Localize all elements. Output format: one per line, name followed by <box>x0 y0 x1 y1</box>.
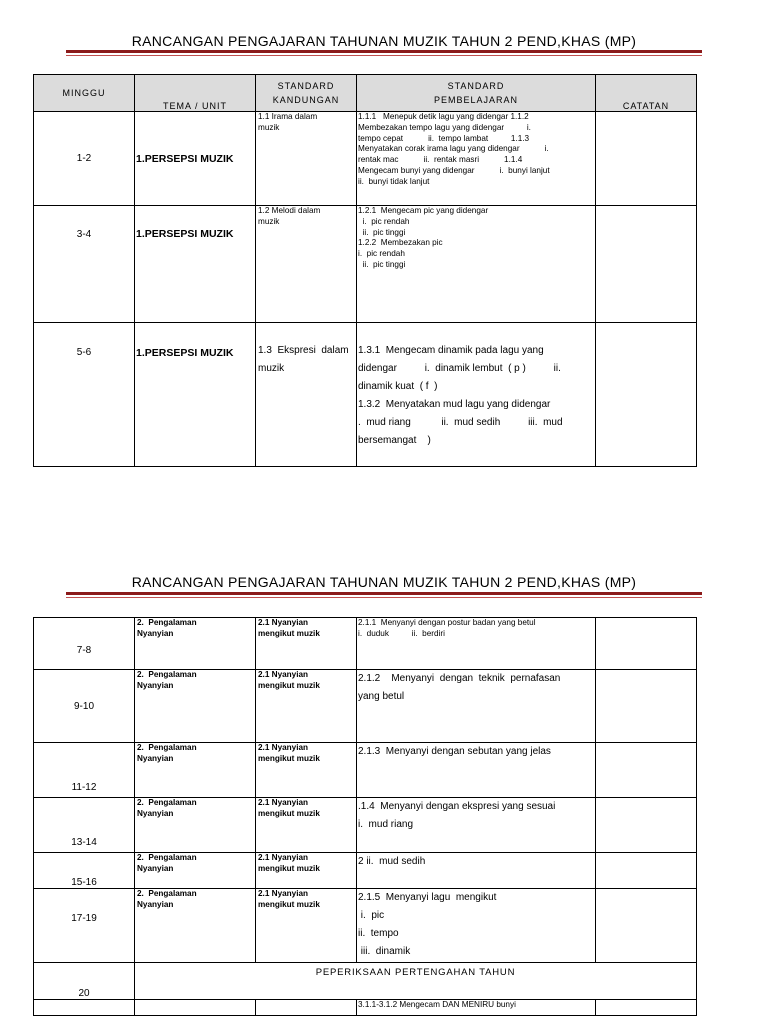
title-rule <box>66 50 702 53</box>
standard-pembelajaran-cell: 1.3.1 Mengecam dinamik pada lagu yang didengar i. dinamik lembut ( p ) ii. dinamik kuat ( f ) 1.3.2 Menyatakan mud lagu yang didengar . mud riang ii. mud sedih iii. mud bersemangat ) <box>357 323 596 467</box>
minggu-cell: 1-2 <box>34 112 135 206</box>
standard-pembelajaran-cell: 2.1.3 Menyanyi dengan sebutan yang jelas <box>357 743 596 798</box>
exam-row <box>34 963 697 1000</box>
tema-cell: 1.PERSEPSI MUZIK <box>135 206 256 323</box>
minggu-cell: 7-8 <box>34 618 135 670</box>
minggu-cell: 17-19 <box>34 889 135 963</box>
minggu-cell: 15-16 <box>34 853 135 889</box>
table-row <box>34 743 697 798</box>
catatan-cell <box>596 206 697 323</box>
title-rule-thin <box>66 597 702 598</box>
catatan-cell <box>596 743 697 798</box>
catatan-cell <box>596 670 697 743</box>
header-standard-kandungan: STANDARD KANDUNGAN <box>256 75 357 112</box>
minggu-cell <box>34 1000 135 1016</box>
standard-kandungan-cell <box>256 1000 357 1016</box>
table-row <box>34 1000 697 1016</box>
standard-pembelajaran-cell: 1.1.1 Menepuk detik lagu yang didengar 1.1.2 Membezakan tempo lagu yang didengar i. tempo cepat ii. tempo lambat 1.1.3 Menyatakan corak irama lagu yang didengar i. rentak mac ii. rentak masri 1.1.4 Mengecam bunyi yang didengar i. bunyi lanjut ii. bunyi tidak lanjut <box>357 112 596 206</box>
table-row <box>34 206 697 323</box>
catatan-cell <box>596 853 697 889</box>
minggu-cell: 9-10 <box>34 670 135 743</box>
standard-pembelajaran-cell: .1.4 Menyanyi dengan ekspresi yang sesuai i. mud riang <box>357 798 596 853</box>
tema-cell: 2. Pengalaman Nyanyian <box>135 889 256 963</box>
table-row <box>34 798 697 853</box>
rpt-table-1 <box>33 74 697 467</box>
minggu-cell: 20 <box>34 963 135 1000</box>
standard-kandungan-cell: 2.1 Nyanyian mengikut muzik <box>256 889 357 963</box>
page-title: RANCANGAN PENGAJARAN TAHUNAN MUZIK TAHUN 2 PEND,KHAS (MP) <box>131 33 637 49</box>
table-row <box>34 323 697 467</box>
tema-cell: 2. Pengalaman Nyanyian <box>135 670 256 743</box>
minggu-cell: 13-14 <box>34 798 135 853</box>
catatan-cell <box>596 889 697 963</box>
standard-pembelajaran-cell: 1.2.1 Mengecam pic yang didengar i. pic rendah ii. pic tinggi 1.2.2 Membezakan pic i. pic rendah ii. pic tinggi <box>357 206 596 323</box>
table-row <box>34 889 697 963</box>
standard-pembelajaran-cell: 3.1.1-3.1.2 Mengecam DAN MENIRU bunyi <box>357 1000 596 1016</box>
tema-cell: 2. Pengalaman Nyanyian <box>135 798 256 853</box>
table-row <box>34 112 697 206</box>
header-tema: TEMA / UNIT <box>135 75 256 112</box>
standard-pembelajaran-cell: 2.1.5 Menyanyi lagu mengikut i. pic ii. tempo iii. dinamik <box>357 889 596 963</box>
catatan-cell <box>596 1000 697 1016</box>
standard-kandungan-cell: 2.1 Nyanyian mengikut muzik <box>256 798 357 853</box>
table-row <box>34 670 697 743</box>
table-row <box>34 618 697 670</box>
catatan-cell <box>596 618 697 670</box>
table-row <box>34 853 697 889</box>
standard-pembelajaran-cell: 2.1.2 Menyanyi dengan teknik pernafasan yang betul <box>357 670 596 743</box>
catatan-cell <box>596 112 697 206</box>
table-header-row <box>34 75 697 112</box>
standard-kandungan-cell: 1.1 Irama dalam muzik <box>256 112 357 206</box>
title-rule-thin <box>66 55 702 56</box>
exam-label: PEPERIKSAAN PERTENGAHAN TAHUN <box>135 963 697 1000</box>
catatan-cell <box>596 323 697 467</box>
header-minggu: MINGGU <box>34 75 135 112</box>
standard-kandungan-cell: 2.1 Nyanyian mengikut muzik <box>256 743 357 798</box>
tema-cell: 2. Pengalaman Nyanyian <box>135 618 256 670</box>
tema-cell: 1.PERSEPSI MUZIK <box>135 323 256 467</box>
standard-kandungan-cell: 1.3 Ekspresi dalam muzik <box>256 323 357 467</box>
page-title: RANCANGAN PENGAJARAN TAHUNAN MUZIK TAHUN 2 PEND,KHAS (MP) <box>131 574 637 590</box>
minggu-cell: 3-4 <box>34 206 135 323</box>
standard-pembelajaran-cell: 2.1.1 Menyanyi dengan postur badan yang betul i. duduk ii. berdiri <box>357 618 596 670</box>
standard-kandungan-cell: 1.2 Melodi dalam muzik <box>256 206 357 323</box>
standard-kandungan-cell: 2.1 Nyanyian mengikut muzik <box>256 853 357 889</box>
tema-cell: 1.PERSEPSI MUZIK <box>135 112 256 206</box>
title-rule <box>66 592 702 595</box>
header-standard-pembelajaran: STANDARD PEMBELAJARAN <box>357 75 596 112</box>
header-catatan: CATATAN <box>596 75 697 112</box>
rpt-table-2 <box>33 617 697 1016</box>
standard-pembelajaran-cell: 2 ii. mud sedih <box>357 853 596 889</box>
minggu-cell: 5-6 <box>34 323 135 467</box>
minggu-cell: 11-12 <box>34 743 135 798</box>
tema-cell <box>135 1000 256 1016</box>
tema-cell: 2. Pengalaman Nyanyian <box>135 853 256 889</box>
standard-kandungan-cell: 2.1 Nyanyian mengikut muzik <box>256 670 357 743</box>
catatan-cell <box>596 798 697 853</box>
standard-kandungan-cell: 2.1 Nyanyian mengikut muzik <box>256 618 357 670</box>
tema-cell: 2. Pengalaman Nyanyian <box>135 743 256 798</box>
